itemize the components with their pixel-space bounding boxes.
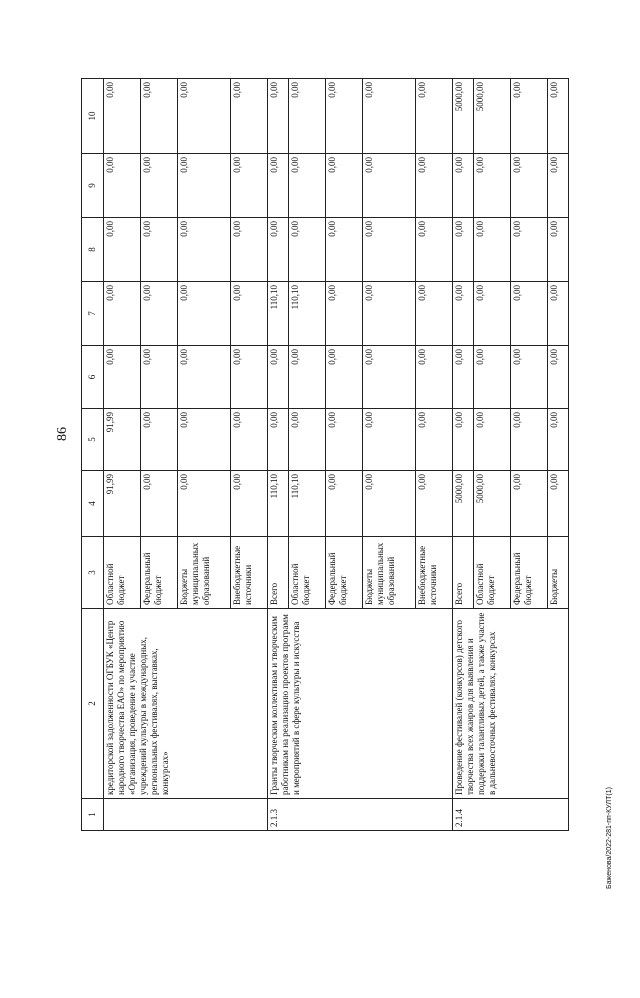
amount-cell: 0,00 bbox=[178, 471, 231, 537]
amount-cell: 0,00 bbox=[326, 282, 363, 346]
amount-cell: 0,00 bbox=[474, 409, 511, 471]
amount-cell: 0,00 bbox=[326, 79, 363, 154]
amount-cell: 0,00 bbox=[268, 409, 289, 471]
amount-cell: 0,00 bbox=[104, 282, 141, 346]
amount-cell: 0,00 bbox=[178, 409, 231, 471]
amount-cell: 0,00 bbox=[474, 282, 511, 346]
amount-cell: 0,00 bbox=[141, 346, 178, 409]
header-cell: 7 bbox=[82, 282, 104, 346]
amount-cell: 0,00 bbox=[416, 409, 453, 471]
amount-cell: 0,00 bbox=[511, 218, 548, 282]
funding-source: Областной бюджет bbox=[289, 537, 326, 609]
amount-cell: 0,00 bbox=[453, 409, 474, 471]
amount-cell: 0,00 bbox=[326, 409, 363, 471]
amount-cell: 5000,00 bbox=[453, 79, 474, 154]
amount-cell: 0,00 bbox=[548, 218, 569, 282]
amount-cell: 5000,00 bbox=[453, 471, 474, 537]
amount-cell: 0,00 bbox=[268, 218, 289, 282]
amount-cell: 0,00 bbox=[363, 79, 416, 154]
amount-cell: 0,00 bbox=[141, 79, 178, 154]
amount-cell: 0,00 bbox=[141, 218, 178, 282]
amount-cell: 0,00 bbox=[363, 471, 416, 537]
amount-cell: 0,00 bbox=[511, 154, 548, 218]
amount-cell: 0,00 bbox=[474, 218, 511, 282]
amount-cell: 0,00 bbox=[178, 218, 231, 282]
amount-cell: 0,00 bbox=[474, 154, 511, 218]
amount-cell: 110,10 bbox=[289, 471, 326, 537]
amount-cell: 0,00 bbox=[548, 154, 569, 218]
amount-cell: 0,00 bbox=[289, 409, 326, 471]
amount-cell: 0,00 bbox=[416, 154, 453, 218]
amount-cell: 91,99 bbox=[104, 409, 141, 471]
budget-table bbox=[81, 78, 569, 831]
amount-cell: 0,00 bbox=[268, 79, 289, 154]
amount-cell: 0,00 bbox=[326, 154, 363, 218]
amount-cell: 0,00 bbox=[178, 79, 231, 154]
item-name: Гранты творческим коллективам и творческим работникам на реализацию проектов программ и мероприятий в сфере культуры и искусства bbox=[268, 609, 453, 799]
amount-cell: 0,00 bbox=[231, 282, 268, 346]
header-cell: 10 bbox=[82, 79, 104, 154]
amount-cell: 0,00 bbox=[289, 154, 326, 218]
amount-cell: 0,00 bbox=[548, 282, 569, 346]
amount-cell: 0,00 bbox=[141, 471, 178, 537]
amount-cell: 0,00 bbox=[268, 154, 289, 218]
header-cell: 3 bbox=[82, 537, 104, 609]
amount-cell: 0,00 bbox=[231, 471, 268, 537]
header-row bbox=[82, 79, 104, 831]
table-row bbox=[104, 79, 141, 831]
funding-source: Бюджеты муниципальных образований bbox=[178, 537, 231, 609]
header-cell: 6 bbox=[82, 346, 104, 409]
funding-source: Внебюджетные источники bbox=[231, 537, 268, 609]
amount-cell: 0,00 bbox=[326, 471, 363, 537]
item-name: Проведение фестивалей (конкурсов) детского творчества всех жанров для выявления и поддержки талантливых детей, а также участие в дальневосточных фестивалях, конкурсах bbox=[453, 609, 569, 799]
amount-cell: 0,00 bbox=[416, 282, 453, 346]
item-name: кредиторской задолженности ОГБУК «Центр народного творчества ЕАО» по мероприятию «Организация, проведение и участие учреждений культуры в международных, региональных фестивалях, выставках, конкурсах» bbox=[104, 609, 268, 799]
amount-cell: 0,00 bbox=[511, 79, 548, 154]
table-body bbox=[82, 79, 569, 831]
header-cell: 4 bbox=[82, 471, 104, 537]
header-cell: 8 bbox=[82, 218, 104, 282]
amount-cell: 0,00 bbox=[453, 346, 474, 409]
rotated-table-container bbox=[81, 79, 569, 831]
amount-cell: 0,00 bbox=[416, 218, 453, 282]
amount-cell: 0,00 bbox=[363, 409, 416, 471]
item-number bbox=[104, 799, 268, 831]
amount-cell: 0,00 bbox=[104, 346, 141, 409]
amount-cell: 0,00 bbox=[363, 282, 416, 346]
amount-cell: 0,00 bbox=[474, 346, 511, 409]
header-cell: 9 bbox=[82, 154, 104, 218]
table-row bbox=[453, 79, 474, 831]
funding-source: Внебюджетные источники bbox=[416, 537, 453, 609]
funding-source: Всего bbox=[453, 537, 474, 609]
amount-cell: 0,00 bbox=[511, 471, 548, 537]
amount-cell: 0,00 bbox=[548, 471, 569, 537]
amount-cell: 110,10 bbox=[268, 471, 289, 537]
page-number: 86 bbox=[55, 427, 70, 441]
amount-cell: 110,10 bbox=[289, 282, 326, 346]
amount-cell: 0,00 bbox=[511, 409, 548, 471]
funding-source: Федеральный бюджет bbox=[141, 537, 178, 609]
amount-cell: 0,00 bbox=[453, 218, 474, 282]
amount-cell: 0,00 bbox=[178, 154, 231, 218]
amount-cell: 0,00 bbox=[548, 346, 569, 409]
amount-cell: 0,00 bbox=[289, 79, 326, 154]
funding-source: Всего bbox=[268, 537, 289, 609]
amount-cell: 0,00 bbox=[363, 218, 416, 282]
item-number: 2.1.3 bbox=[268, 799, 453, 831]
amount-cell: 0,00 bbox=[178, 346, 231, 409]
footer-code: Баженова/2022-281-пп-КУЛТ(1) bbox=[606, 787, 613, 889]
amount-cell: 0,00 bbox=[231, 154, 268, 218]
table-row bbox=[268, 79, 289, 831]
amount-cell: 5000,00 bbox=[474, 79, 511, 154]
funding-source: Федеральный бюджет bbox=[511, 537, 548, 609]
funding-source: Федеральный бюджет bbox=[326, 537, 363, 609]
amount-cell: 0,00 bbox=[289, 346, 326, 409]
amount-cell: 0,00 bbox=[416, 346, 453, 409]
amount-cell: 0,00 bbox=[416, 79, 453, 154]
amount-cell: 0,00 bbox=[326, 218, 363, 282]
amount-cell: 0,00 bbox=[511, 346, 548, 409]
amount-cell: 0,00 bbox=[141, 409, 178, 471]
amount-cell: 0,00 bbox=[231, 409, 268, 471]
header-cell: 1 bbox=[82, 799, 104, 831]
header-cell: 2 bbox=[82, 609, 104, 799]
amount-cell: 0,00 bbox=[511, 282, 548, 346]
amount-cell: 0,00 bbox=[104, 154, 141, 218]
amount-cell: 0,00 bbox=[141, 154, 178, 218]
funding-source: Бюджеты муниципальных образований bbox=[363, 537, 416, 609]
amount-cell: 0,00 bbox=[326, 346, 363, 409]
amount-cell: 0,00 bbox=[453, 154, 474, 218]
header-cell: 5 bbox=[82, 409, 104, 471]
amount-cell: 0,00 bbox=[104, 218, 141, 282]
amount-cell: 0,00 bbox=[363, 154, 416, 218]
amount-cell: 0,00 bbox=[289, 218, 326, 282]
amount-cell: 0,00 bbox=[453, 282, 474, 346]
amount-cell: 0,00 bbox=[231, 346, 268, 409]
amount-cell: 0,00 bbox=[548, 79, 569, 154]
amount-cell: 5000,00 bbox=[474, 471, 511, 537]
amount-cell: 0,00 bbox=[178, 282, 231, 346]
amount-cell: 0,00 bbox=[141, 282, 178, 346]
amount-cell: 0,00 bbox=[231, 79, 268, 154]
amount-cell: 0,00 bbox=[268, 346, 289, 409]
item-number: 2.1.4 bbox=[453, 799, 569, 831]
amount-cell: 110,10 bbox=[268, 282, 289, 346]
amount-cell: 0,00 bbox=[416, 471, 453, 537]
funding-source: Бюджеты bbox=[548, 537, 569, 609]
amount-cell: 0,00 bbox=[231, 218, 268, 282]
funding-source: Областной бюджет bbox=[104, 537, 141, 609]
funding-source: Областной бюджет bbox=[474, 537, 511, 609]
amount-cell: 0,00 bbox=[363, 346, 416, 409]
amount-cell: 0,00 bbox=[548, 409, 569, 471]
amount-cell: 91,99 bbox=[104, 471, 141, 537]
amount-cell: 0,00 bbox=[104, 79, 141, 154]
